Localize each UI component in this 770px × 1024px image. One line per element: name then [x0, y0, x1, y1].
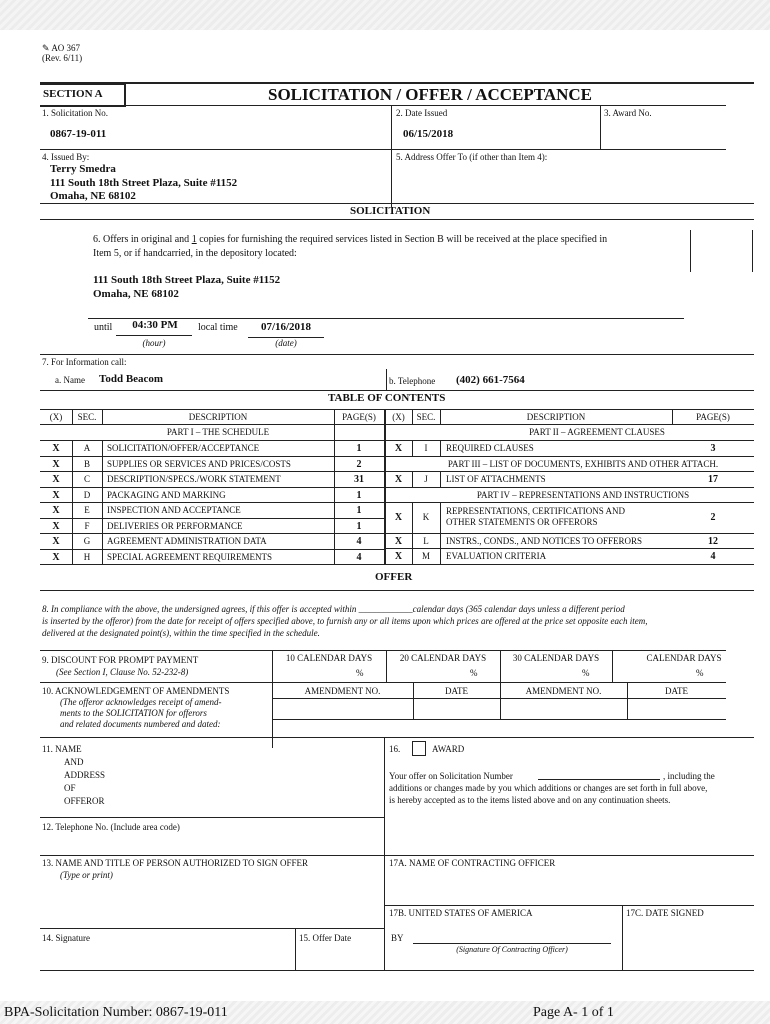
toc-left-row-pages: 1	[356, 505, 362, 516]
amend-date-2: DATE	[665, 686, 688, 696]
toc-right-m-sec: M	[421, 551, 430, 561]
award-checkbox[interactable]	[412, 741, 426, 756]
toc-heading: TABLE OF CONTENTS	[328, 392, 446, 404]
toc-left-row-desc: SUPPLIES OR SERVICES AND PRICES/COSTS	[107, 459, 291, 469]
item13-label: 13. NAME AND TITLE OF PERSON AUTHORIZED TO SIGN OFFER	[42, 858, 309, 868]
item8-line3: delivered at the designated point(s), within the time specified in the schedule.	[42, 628, 320, 638]
toc-part-4: PART IV – REPRESENTATIONS AND INSTRUCTIONS	[476, 490, 690, 500]
rule	[384, 737, 385, 970]
rule	[116, 335, 192, 336]
rule	[384, 905, 754, 906]
issued-by-city: Omaha, NE 68102	[50, 190, 136, 202]
item8-line1: 8. In compliance with the above, the undersigned agrees, if this offer is accepted within ____________calendar days (365 calendar days unless a different period	[42, 604, 625, 614]
toc-left-row-desc: SPECIAL AGREEMENT REQUIREMENTS	[107, 552, 273, 562]
rule	[612, 650, 613, 682]
rule	[40, 564, 754, 565]
rule	[40, 424, 754, 425]
solicitation-no: 0867-19-011	[50, 128, 107, 140]
signature-line	[413, 943, 611, 944]
rule	[40, 682, 726, 683]
item6-text-a: 6. Offers in original and	[93, 234, 192, 245]
rule	[40, 219, 754, 220]
item6-line2: Item 5, or if handcarried, in the depository located:	[93, 248, 297, 259]
toc-left-row-desc: INSPECTION AND ACCEPTANCE	[107, 505, 241, 515]
toc-col-desc: DESCRIPTION	[188, 412, 248, 422]
toc-left-row-sec: F	[84, 521, 90, 531]
rule	[40, 590, 754, 591]
amend-no-1: AMENDMENT NO.	[304, 686, 381, 696]
toc-left-row-desc: DELIVERIES OR PERFORMANCE	[107, 521, 243, 531]
toc-right-j-desc: LIST OF ATTACHMENTS	[446, 474, 546, 484]
toc-left-row-pages: 2	[356, 459, 362, 470]
toc-left-row-sec: A	[83, 443, 91, 453]
toc-right-i-sec: I	[424, 443, 428, 453]
rule	[40, 471, 384, 472]
hour-label: (hour)	[142, 338, 166, 348]
solicitation-heading: SOLICITATION	[350, 205, 431, 217]
toc-col-pages-right: PAGE(S)	[696, 412, 730, 422]
info-name: Todd Beacom	[99, 373, 164, 385]
rule	[40, 549, 384, 550]
award-label: AWARD	[432, 744, 465, 754]
rule	[752, 230, 753, 272]
rule	[40, 518, 384, 519]
item17a-label: 17A. NAME OF CONTRACTING OFFICER	[389, 858, 556, 868]
toc-right-l-pages: 12	[708, 536, 718, 547]
award-text-1b: , including the	[663, 771, 715, 781]
rule	[440, 471, 441, 487]
toc-left-row-desc: SOLICITATION/OFFER/ACCEPTANCE	[107, 443, 260, 453]
award-text-2: additions or changes made by you which additions or changes are set forth in full above,	[389, 783, 708, 793]
toc-right-i-x: X	[394, 443, 403, 454]
item11-line1: 11. NAME	[42, 744, 82, 754]
toc-left-row-sec: B	[83, 459, 90, 469]
pct-cal: %	[696, 668, 704, 678]
offer-heading: OFFER	[375, 571, 413, 583]
discount-30-days: 30 CALENDAR DAYS	[512, 653, 600, 663]
toc-left-row-pages: 31	[354, 474, 364, 485]
toc-col-desc-right: DESCRIPTION	[526, 412, 586, 422]
toc-right-l-sec: L	[423, 536, 429, 546]
toc-right-m-x: X	[394, 551, 403, 562]
item11-line2: AND	[64, 757, 84, 767]
offer-date: 07/16/2018	[260, 321, 312, 333]
footer-page-number: Page A- 1 of 1	[533, 1005, 614, 1020]
toc-right-j-x: X	[394, 474, 403, 485]
toc-left-row-x: X	[52, 474, 60, 485]
discount-10-days: 10 CALENDAR DAYS	[285, 653, 373, 663]
page-title: SOLICITATION / OFFER / ACCEPTANCE	[268, 85, 592, 104]
pct-30: %	[582, 668, 590, 678]
issued-by-label: 4. Issued By:	[42, 152, 90, 162]
toc-col-sec-right: SEC.	[416, 412, 436, 422]
item14-label: 14. Signature	[42, 933, 90, 943]
toc-left-row-pages: 4	[356, 552, 362, 563]
section-label: SECTION A	[43, 88, 103, 100]
toc-left-row-pages: 1	[356, 521, 362, 532]
item17b-label: 17B. UNITED STATES OF AMERICA	[389, 908, 533, 918]
rule	[40, 970, 754, 971]
discount-20-days: 20 CALENDAR DAYS	[399, 653, 487, 663]
item10-sub-2: ments to the SOLICITATION for offerors	[60, 708, 207, 718]
rule	[385, 502, 754, 503]
rule	[622, 905, 623, 970]
rule	[600, 105, 601, 149]
toc-right-j-pages: 17	[708, 474, 718, 485]
address-offer-label: 5. Address Offer To (if other than Item 4):	[396, 152, 548, 162]
rule	[40, 533, 384, 534]
rule	[40, 203, 754, 204]
item8-line2: is inserted by the offeror) from the date for receipt of offers specified above, to furnish any or all items upon which prices are offered at the price set opposite each item,	[42, 616, 648, 626]
info-name-label: a. Name	[55, 375, 85, 385]
item10-sub-3: and related documents numbered and dated:	[60, 719, 221, 729]
rule	[40, 502, 384, 503]
offer-time: 04:30 PM	[132, 319, 178, 331]
item10-sub-1: (The offeror acknowledges receipt of amend-	[60, 697, 222, 707]
rule	[386, 369, 387, 390]
header-top-rule	[40, 82, 754, 84]
solicitation-no-label: 1. Solicitation No.	[42, 108, 108, 118]
item17c-label: 17C. DATE SIGNED	[626, 908, 704, 918]
toc-col-sec: SEC.	[77, 412, 97, 422]
rule	[272, 650, 273, 748]
toc-left-row-sec: D	[83, 490, 91, 500]
toc-right-k-sec: K	[422, 512, 430, 522]
toc-left-row-sec: E	[84, 505, 90, 515]
rule	[690, 230, 691, 272]
award-no-label: 3. Award No.	[604, 108, 652, 118]
item6-text-b: copies for furnishing the required services listed in Section B will be received at the place specified in	[196, 234, 608, 245]
rule	[40, 456, 384, 457]
toc-left-row-x: X	[52, 459, 60, 470]
rule	[391, 105, 392, 207]
rule	[385, 456, 754, 457]
rule	[40, 409, 754, 410]
toc-right-k-pages: 2	[710, 512, 716, 523]
toc-left-row-x: X	[52, 443, 60, 454]
rule	[385, 533, 754, 534]
toc-left-row-sec: C	[83, 474, 90, 484]
item13-sub: (Type or print)	[60, 870, 113, 880]
rule	[295, 928, 296, 970]
item6-line1	[93, 234, 607, 245]
toc-left-row-desc: AGREEMENT ADMINISTRATION DATA	[107, 536, 267, 546]
item11-line4: OF	[64, 783, 76, 793]
toc-left-row-sec: H	[83, 552, 91, 562]
toc-left-row-sec: G	[83, 536, 91, 546]
toc-left-row-x: X	[52, 505, 60, 516]
toc-right-j-sec: J	[424, 474, 428, 484]
rule	[40, 928, 384, 929]
top-scan-band	[0, 0, 770, 30]
rule	[40, 855, 754, 856]
item16-label: 16.	[389, 744, 401, 754]
item12-label: 12. Telephone No. (Include area code)	[42, 822, 180, 832]
date-issued: 06/15/2018	[403, 128, 454, 140]
rule	[40, 149, 726, 150]
info-phone: (402) 661-7564	[456, 374, 525, 386]
pct-20: %	[470, 668, 478, 678]
toc-col-pages: PAGE(S)	[342, 412, 376, 422]
toc-part-3: PART III – LIST OF DOCUMENTS, EXHIBITS AND OTHER ATTACH.	[447, 459, 719, 469]
item6-copies: 1	[191, 234, 197, 245]
item11-line3: ADDRESS	[64, 770, 106, 780]
toc-right-m-pages: 4	[710, 551, 716, 562]
item15-label: 15. Offer Date	[299, 933, 352, 943]
toc-part-2: PART II – AGREEMENT CLAUSES	[529, 427, 665, 437]
toc-left-row-pages: 4	[356, 536, 362, 547]
issued-by-street: 111 South 18th Street Plaza, Suite #1152	[50, 177, 238, 189]
toc-right-l-x: X	[394, 536, 403, 547]
toc-right-k-x: X	[394, 512, 403, 523]
toc-left-row-pages: 1	[356, 443, 362, 454]
toc-left-row-pages: 1	[356, 490, 362, 501]
pct-10: %	[356, 668, 364, 678]
by-label: BY	[391, 933, 404, 943]
depository-city: Omaha, NE 68102	[93, 288, 179, 300]
toc-right-l-desc: INSTRS., CONDS., AND NOTICES TO OFFERORS	[446, 536, 642, 546]
form-number-text: AO 367	[51, 43, 81, 53]
toc-right-k-desc-2: OTHER STATEMENTS OR OFFERORS	[446, 517, 598, 527]
toc-right-k-desc-1: REPRESENTATIONS, CERTIFICATIONS AND	[446, 506, 626, 516]
amend-date-1: DATE	[445, 686, 468, 696]
item11-line5: OFFEROR	[64, 796, 105, 806]
issued-by-name: Terry Smedra	[50, 163, 116, 175]
signature-caption: (Signature Of Contracting Officer)	[456, 945, 568, 954]
item9-sub: (See Section I, Clause No. 52-232-8)	[56, 667, 189, 677]
rule	[40, 487, 384, 488]
footer-solicitation-number: BPA-Solicitation Number: 0867-19-011	[4, 1005, 228, 1020]
date-issued-label: 2. Date Issued	[396, 108, 448, 118]
rule	[385, 471, 754, 472]
rule	[538, 779, 660, 780]
info-phone-label: b. Telephone	[389, 376, 436, 386]
pen-icon: ✎	[42, 43, 50, 53]
rule	[40, 105, 726, 106]
rule	[40, 390, 754, 391]
until-label: until	[94, 322, 113, 333]
info-label: 7. For Information call:	[42, 357, 127, 367]
toc-left-row-x: X	[52, 490, 60, 501]
award-text-3: is hereby accepted as to the items listed above and on any continuation sheets.	[389, 795, 671, 805]
rule	[440, 440, 441, 456]
toc-left-row-x: X	[52, 552, 60, 563]
toc-right-i-desc: REQUIRED CLAUSES	[446, 443, 534, 453]
item10-label: 10. ACKNOWLEDGEMENT OF AMENDMENTS	[42, 686, 230, 696]
toc-right-m-desc: EVALUATION CRITERIA	[446, 551, 547, 561]
toc-left-row-x: X	[52, 521, 60, 532]
depository-street: 111 South 18th Street Plaza, Suite #1152	[93, 274, 281, 286]
local-time-label: local time	[198, 322, 238, 333]
rule	[385, 487, 754, 488]
rule	[40, 737, 754, 738]
award-text-1: Your offer on Solicitation Number	[389, 771, 513, 781]
toc-part-1: PART I – THE SCHEDULE	[166, 427, 270, 437]
discount-calendar-days: CALENDAR DAYS	[646, 653, 722, 663]
rule	[40, 650, 726, 651]
item9-label: 9. DISCOUNT FOR PROMPT PAYMENT	[42, 655, 199, 665]
amend-no-2: AMENDMENT NO.	[525, 686, 602, 696]
toc-left-row-desc: DESCRIPTION/SPECS./WORK STATEMENT	[107, 474, 281, 484]
toc-col-x-right: (X)	[392, 412, 405, 422]
toc-col-x: (X)	[49, 412, 63, 422]
rule	[40, 440, 754, 441]
rule	[272, 698, 726, 699]
toc-left-row-desc: PACKAGING AND MARKING	[107, 490, 226, 500]
rule	[272, 719, 726, 720]
rule	[40, 817, 384, 818]
toc-right-i-pages: 3	[710, 443, 716, 454]
form-revision: (Rev. 6/11)	[42, 53, 83, 63]
date-label: (date)	[275, 338, 297, 348]
toc-left-row-x: X	[52, 536, 60, 547]
rule	[40, 354, 754, 355]
rule	[385, 548, 754, 549]
